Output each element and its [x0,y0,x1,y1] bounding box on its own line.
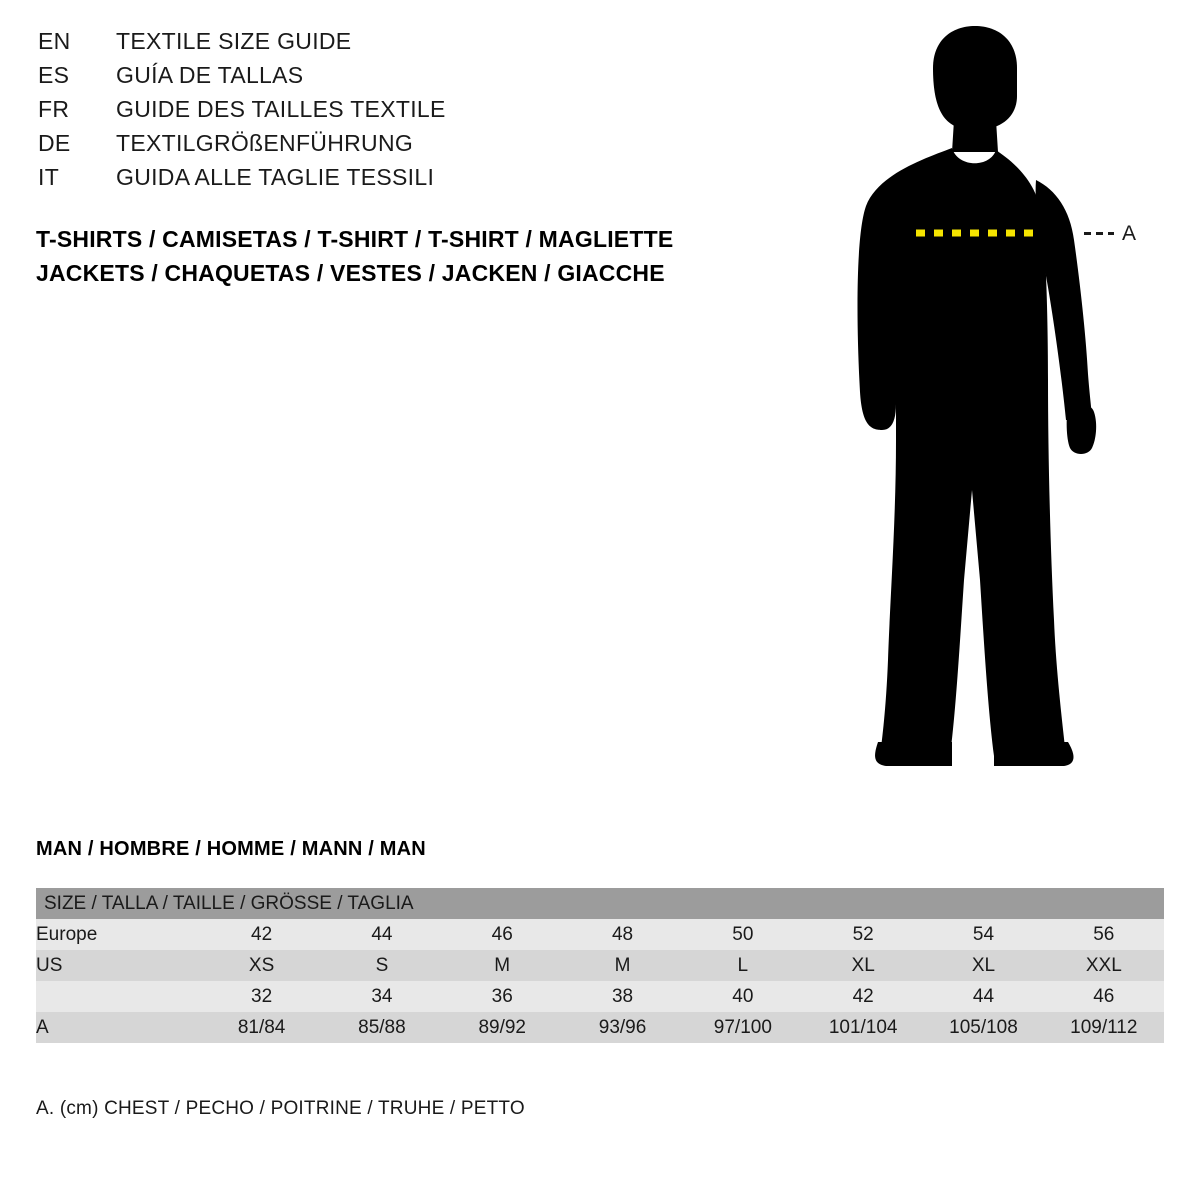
language-text-en: TEXTILE SIZE GUIDE [116,28,352,54]
silhouette-icon [830,20,1180,790]
cell-a-6: 105/108 [923,1012,1043,1043]
cell-numeric-5: 42 [803,981,923,1012]
language-text-fr: GUIDE DES TAILLES TEXTILE [116,96,446,122]
cell-a-1: 85/88 [322,1012,442,1043]
table-row [36,950,1164,981]
cell-numeric-3: 38 [562,981,682,1012]
measure-label-a: A [1122,222,1137,245]
cell-numeric-7: 46 [1044,981,1164,1012]
measure-leader-dashes [1084,232,1114,235]
table-row [36,981,1164,1012]
cell-us-7: XXL [1044,950,1164,981]
cell-europe-1: 44 [322,919,442,950]
category-list [36,222,796,290]
category-tshirts: T-SHIRTS / CAMISETAS / T-SHIRT / T-SHIRT / MAGLIETTE [36,226,674,252]
cell-europe-0: 42 [201,919,321,950]
cell-europe-7: 56 [1044,919,1164,950]
cell-us-2: M [442,950,562,981]
row-label-numeric [36,981,201,1012]
cell-a-4: 97/100 [683,1012,803,1043]
table-row [36,919,1164,950]
table-row [36,1012,1164,1043]
table-header-label: SIZE / TALLA / TAILLE / GRÖSSE / TAGLIA [36,888,1164,919]
cell-a-2: 89/92 [442,1012,562,1043]
language-row [38,28,738,62]
language-row [38,130,738,164]
section-title-man: MAN / HOMBRE / HOMME / MANN / MAN [36,838,426,860]
cell-us-5: XL [803,950,923,981]
body-silhouette-figure [830,20,1180,790]
language-code-de: DE [38,130,71,156]
size-table [36,888,1164,1043]
language-text-de: TEXTILGRÖßENFÜHRUNG [116,130,414,156]
cell-a-0: 81/84 [201,1012,321,1043]
cell-numeric-0: 32 [201,981,321,1012]
cell-us-1: S [322,950,442,981]
language-text-it: GUIDA ALLE TAGLIE TESSILI [116,164,435,190]
cell-europe-4: 50 [683,919,803,950]
cell-us-4: L [683,950,803,981]
table-footnote: A. (cm) CHEST / PECHO / POITRINE / TRUHE / PETTO [36,1098,525,1119]
row-label-us: US [36,950,201,981]
language-row [38,164,738,198]
cell-a-7: 109/112 [1044,1012,1164,1043]
cell-us-6: XL [923,950,1043,981]
cell-numeric-1: 34 [322,981,442,1012]
cell-europe-2: 46 [442,919,562,950]
row-label-europe: Europe [36,919,201,950]
language-code-it: IT [38,164,60,190]
cell-us-3: M [562,950,682,981]
table-header-row [36,888,1164,919]
language-row [38,62,738,96]
language-code-fr: FR [38,96,70,122]
language-list [38,28,738,198]
cell-europe-6: 54 [923,919,1043,950]
language-text-es: GUÍA DE TALLAS [116,62,304,88]
language-code-es: ES [38,62,70,88]
row-label-a: A [36,1012,201,1043]
cell-numeric-2: 36 [442,981,562,1012]
cell-numeric-4: 40 [683,981,803,1012]
language-code-en: EN [38,28,71,54]
cell-europe-3: 48 [562,919,682,950]
cell-a-3: 93/96 [562,1012,682,1043]
category-jackets: JACKETS / CHAQUETAS / VESTES / JACKEN / GIACCHE [36,260,665,286]
cell-europe-5: 52 [803,919,923,950]
cell-a-5: 101/104 [803,1012,923,1043]
cell-us-0: XS [201,950,321,981]
cell-numeric-6: 44 [923,981,1043,1012]
language-row [38,96,738,130]
